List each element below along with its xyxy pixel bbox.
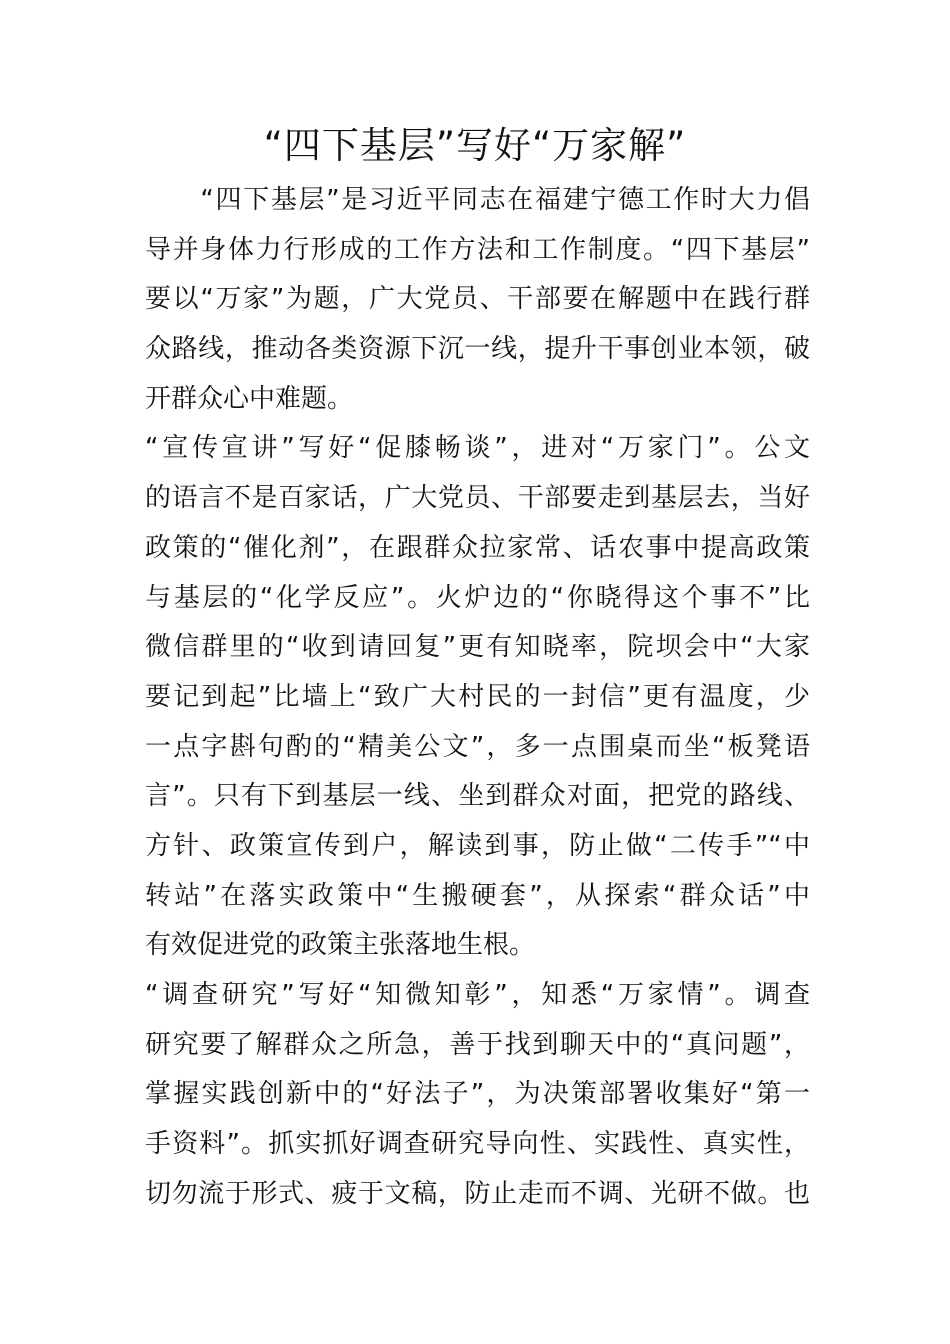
text-line: 言”。只有下到基层一线、坐到群众对面，把党的路线、 [145,781,810,812]
text-line: 微信群里的“收到请回复”更有知晓率，院坝会中“大家 [145,632,810,663]
text-line: 有效促进党的政策主张落地生根。 [145,930,536,961]
text-line: 要以“万家”为题，广大党员、干部要在解题中在践行群 [145,284,810,315]
text-line: “四下基层”是习近平同志在福建宁德工作时大力倡 [145,185,810,215]
text-line: “调查研究”写好“知微知彰”，知悉“万家情”。调查 [145,980,810,1010]
text-line: 方针、政策宣传到户，解读到事，防止做“二传手”“中 [145,830,810,861]
text-line: 切勿流于形式、疲于文稿，防止走而不调、光研不做。也 [145,1178,810,1209]
document-body [145,176,810,1219]
text-line: 一点字斟句酌的“精美公文”，多一点围桌而坐“板凳语 [145,731,810,762]
text-line: 掌握实践创新中的“好法子”，为决策部署收集好“第一 [145,1079,810,1110]
text-line: 与基层的“化学反应”。火炉边的“你晓得这个事不”比 [145,582,810,613]
text-line: 导并身体力行形成的工作方法和工作制度。“四下基层” [145,234,810,265]
paragraph-3 [145,971,810,1219]
text-line: 转站”在落实政策中“生搬硬套”，从探索“群众话”中 [145,880,810,911]
text-line: 政策的“催化剂”，在跟群众拉家常、话农事中提高政策 [145,532,810,563]
text-line: 的语言不是百家话，广大党员、干部要走到基层去，当好 [145,483,810,514]
text-line: 手资料”。抓实抓好调查研究导向性、实践性、真实性， [145,1129,810,1160]
paragraph-2 [145,424,810,971]
text-line: 要记到起”比墙上“致广大村民的一封信”更有温度，少 [145,681,810,712]
document-title: “四下基层”写好“万家解” [263,124,687,167]
text-line: 研究要了解群众之所急，善于找到聊天中的“真问题”， [145,1029,810,1060]
text-line: “宣传宣讲”写好“促膝畅谈”，进对“万家门”。公文 [145,433,810,464]
text-line: 开群众心中难题。 [145,383,354,414]
text-line: 众路线，推动各类资源下沉一线，提升干事创业本领，破 [145,334,810,365]
paragraph-1 [145,176,810,424]
